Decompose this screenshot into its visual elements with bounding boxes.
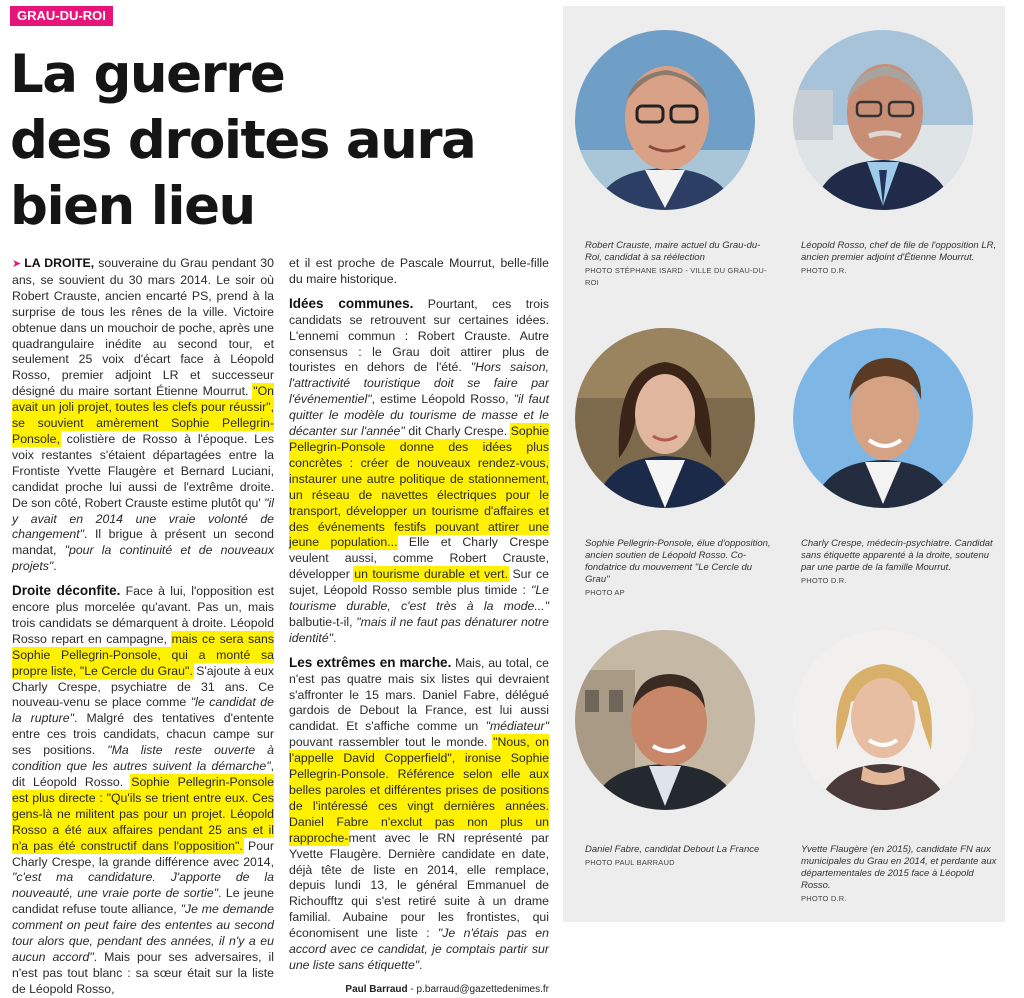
photo-credit: PHOTO PAUL BARRAUD xyxy=(585,858,675,867)
portrait-daniel-fabre xyxy=(575,630,755,810)
quote: "Le tourisme durable, c'est très à la mode..." xyxy=(289,583,549,614)
text: Pourtant, ces trois candidats se retrouvent sur certaines idées. L'ennemi commun : Robert Crauste. Autre consensus : le Grau doit attirer plus de touristes en dehors de l'été. xyxy=(289,296,549,375)
quote: "médiateur" xyxy=(485,719,549,734)
quote: "Ma liste reste ouverte à condition que les autres suivent la démarche" xyxy=(12,743,274,774)
paragraph-continuation: et il est proche de Pascale Mourrut, belle-fille du maire historique. xyxy=(289,256,549,286)
lead-label: LA DROITE, xyxy=(24,256,95,270)
caption-text: Yvette Flaugère (en 2015), candidate FN aux municipales du Grau en 2014, et perdante aux départementales de 2015 face à Léopold Rosso. xyxy=(801,844,997,891)
byline xyxy=(289,982,549,998)
caption-sophie-pellegrin-ponsole xyxy=(585,538,775,599)
caption-text: Daniel Fabre, candidat Debout La France xyxy=(585,844,760,855)
quote: "il faut quitter le modèle du tourisme de masse et le décanter sur l'année" xyxy=(289,392,549,439)
highlighted-text: mais ce sera sans Sophie Pellegrin-Ponsole, qui a monté sa propre liste, "Le Cercle du Grau". xyxy=(12,631,274,678)
text: souveraine du Grau pendant 30 ans, se souvient du 30 mars 2014. Le soir où Robert Crauste, ancien encarté PS, prend à la surprise de tous les rênes de la ville. Victoire obtenue dans un mouchoir de poche, après une quadrangulaire inédite au second tour, et seulement 25 voix d'écart face à Léopold Rosso, premier adjoint LR et successeur désigné du maire sortant Étienne Mourrut. xyxy=(12,256,274,399)
quote: "c'est ma candidature. J'apporte de la nouveauté, une vraie porte de sortie" xyxy=(12,870,274,901)
portrait-sophie-pellegrin-ponsole xyxy=(575,328,755,508)
portrait-yvette-flaugere xyxy=(793,630,973,810)
text: Mais, au total, ce n'est pas quatre mais six listes qui devraient s'affronter le 15 mars. Daniel Fabre, délégué gardois de Debout la France, est lui aussi candidat. Et s'affiche comme un xyxy=(289,655,550,734)
highlighted-quote: "On avait un joli projet, toutes les clefs pour réussir", se souvient amèrement Sophie Pellegrin-Ponsole, xyxy=(12,384,274,446)
subheading: Les extrêmes en marche. xyxy=(289,654,452,670)
text: colistière de Rosso à l'époque. Les voix restantes s'étaient départagées entre la Frontiste Yvette Flaugère et Bernard Luciani, candidat proche lui aussi de l'extrême droite. De son côté, Robert Crauste estime plutôt qu' xyxy=(12,431,274,510)
text: . Mais pour ses adversaires, il n'est pas tout blanc : sa sœur était sur la liste de Léopold Rosso, xyxy=(12,949,274,996)
text: Elle et Charly Crespe veulent aussi, comme Robert Crauste, développer xyxy=(289,535,549,582)
portrait-charly-crespe xyxy=(793,328,973,508)
article-column-2 xyxy=(289,256,549,998)
photo-panel xyxy=(563,6,1005,922)
text: Face à lui, l'opposition est encore plus morcelée qu'avant. Pas un, mais trois candidats se démarquent à droite. Léopold Rosso repart en campagne, xyxy=(12,584,274,646)
quote: "le candidat de la rupture" xyxy=(12,695,274,726)
caption-leopold-rosso xyxy=(801,240,1001,277)
text: . Le jeune candidat refuse toute alliance, xyxy=(12,886,275,917)
section-tag: GRAU-DU-ROI xyxy=(10,6,113,26)
photo-credit: PHOTO D.R. xyxy=(801,576,847,585)
subheading: Idées communes. xyxy=(289,295,414,311)
caption-charly-crespe xyxy=(801,538,1001,587)
photo-credit: PHOTO AP xyxy=(585,588,625,597)
quote: "pour la continuité et de nouveaux projets" xyxy=(12,543,274,574)
caption-yvette-flaugere xyxy=(801,844,1001,905)
headline-line-2: des droites aura xyxy=(10,110,476,171)
text: , dit Léopold Rosso. xyxy=(12,759,274,789)
text: ment avec le RN représenté par Yvette Flaugère. Dernière candidate en date, déjà tête de liste en 2014, elle remplace, depuis lundi 13, le général Emmanuel de Richoufftz qui s'est retiré suite à un drame familial. Aubaine pour les frontistes, qui économisent une liste : xyxy=(289,830,549,941)
text: Sur ce sujet, Léopold Rosso semble plus timide : xyxy=(289,567,549,598)
quote: "mais il ne faut pas dénaturer notre identité" xyxy=(289,614,549,645)
caption-text: Robert Crauste, maire actuel du Grau-du-Roi, candidat à sa réélection xyxy=(585,240,761,263)
caption-text: Charly Crespe, médecin-psychiatre. Candidat sans étiquette apparenté à la droite, soutenu par une partie de la famille Mourrut. xyxy=(801,538,993,573)
text: dit Charly Crespe. xyxy=(404,424,511,439)
paragraph-idees-communes xyxy=(289,296,549,647)
article-column-1 xyxy=(12,256,274,998)
byline-author: Paul Barraud xyxy=(345,983,408,995)
quote: "il y avait en 2014 une vraie volonté de changement" xyxy=(12,495,274,542)
paragraph-intro xyxy=(12,256,274,575)
paragraph-extremes xyxy=(289,655,549,974)
text: pouvant rassembler tout le monde. xyxy=(289,735,494,750)
highlighted-text: Sophie Pellegrin-Ponsole est plus directe : "Qu'ils se trient entre eux. Ces gens-là ne militent pas pour un projet. Léopold Rosso a été aux affaires pendant 25 ans et il n'a pas été constructif dans l'opposition". xyxy=(12,775,274,853)
text: . xyxy=(419,957,423,972)
quote: "Hors saison, l'attractivité touristique doit se faire par l'événementiel" xyxy=(289,360,549,407)
photo-credit: PHOTO STÉPHANE ISARD - VILLE DU GRAU-DU-ROI xyxy=(585,266,767,287)
highlighted-text: Sophie Pellegrin-Ponsole donne des idées plus concrètes : créer de nouveaux rendez-vous, instaurer une autre politique de stationnement, un réseau de navettes électriques pour le transport, développer un tourisme d'affaires et des événements festifs pouvant attirer une jeune population... xyxy=(289,424,549,550)
headline-line-3: bien lieu xyxy=(10,176,255,237)
headline xyxy=(10,42,550,240)
byline-email: - p.barraud@gazettedenimes.fr xyxy=(407,983,549,995)
caption-text: Sophie Pellegrin-Ponsole, élue d'opposition, ancien soutien de Léopold Rosso. Co-fondatrice du mouvement "Le Cercle du Grau" xyxy=(585,538,771,585)
caption-text: Léopold Rosso, chef de file de l'opposition LR, ancien premier adjoint d'Étienne Mourrut. xyxy=(801,240,997,263)
caption-robert-crauste xyxy=(585,240,775,289)
text: S'ajoute à eux Charly Crespe, psychiatre de 31 ans. Ce nouveau-venu se place comme xyxy=(12,663,274,710)
quote: "Je me demande comment on peut faire des ententes au second tour alors que, pendant des années, il n'y a eu aucun accord" xyxy=(12,902,274,964)
headline-line-1: La guerre xyxy=(10,44,285,105)
text: . xyxy=(333,630,337,645)
portrait-robert-crauste xyxy=(575,30,755,210)
quote: "Je n'étais pas en accord avec ce candidat, je comptais partir sur une liste sans étiquette" xyxy=(289,926,549,972)
highlighted-text: "Nous, on l'appelle David Copperfield", ironise Sophie Pellegrin-Ponsole. Référence selon elle aux belles paroles et différentes prises de positions de l'intéressé ces vingt dernières années. Daniel Fabre n'exclut pas non plus un rapproche- xyxy=(289,735,549,845)
caption-daniel-fabre xyxy=(585,844,775,869)
highlighted-text: un tourisme durable et vert. xyxy=(354,567,509,582)
text: Pour Charly Crespe, la grande différence avec 2014, xyxy=(12,838,274,869)
photo-credit: PHOTO D.R. xyxy=(801,894,847,903)
arrow-icon: ➤ xyxy=(12,258,22,270)
text: . Malgré des tentatives d'entente entre ces trois candidats, chacun campe sur ses positions. xyxy=(12,711,274,758)
text: . Il brigue à présent un second mandat, xyxy=(12,527,274,558)
photo-credit: PHOTO D.R. xyxy=(801,266,847,275)
text: , estime Léopold Rosso, xyxy=(371,392,514,407)
portrait-leopold-rosso xyxy=(793,30,973,210)
text: . xyxy=(53,559,57,574)
subheading: Droite déconfite. xyxy=(12,583,121,599)
text: balbutie-t-il, xyxy=(289,614,357,629)
paragraph-droite-deconfite xyxy=(12,583,274,998)
